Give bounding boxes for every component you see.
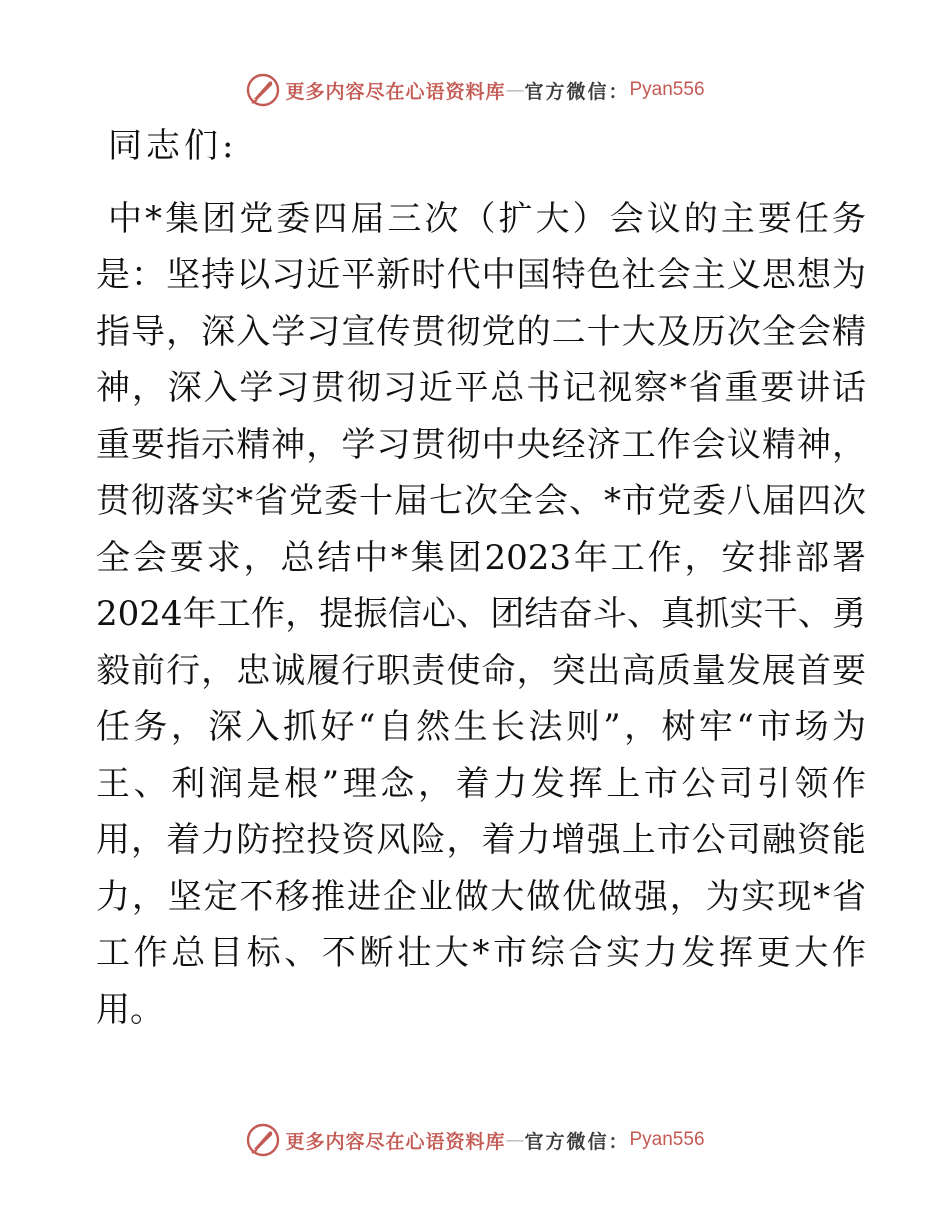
paragraph-line: 用，着力防控投资风险，着力增强上市公司融资能	[96, 820, 866, 860]
paragraph-line: 任务，深入抓好“自然生长法则”，树牢“市场为	[96, 707, 866, 747]
banner-main-text: 更多内容尽在心语资料库	[285, 80, 506, 103]
paragraph-line: 全会要求，总结中*集团2023年工作，安排部署	[96, 537, 866, 578]
header-watermark-banner	[0, 70, 950, 110]
paragraph-line: 工作总目标、不断壮大*市综合实力发挥更大作	[96, 933, 866, 973]
banner-label: 官方微信：	[524, 1130, 630, 1153]
greeting: 同志们:	[108, 126, 238, 166]
paragraph-line: 是：坚持以习近平新时代中国特色社会主义思想为	[96, 255, 866, 295]
footer-watermark-banner	[0, 1120, 950, 1160]
paragraph-line: 王、利润是根”理念，着力发挥上市公司引领作	[96, 763, 866, 804]
quill-logo-icon	[245, 72, 281, 108]
paragraph-line: 指导，深入学习宣传贯彻党的二十大及历次全会精	[96, 311, 866, 352]
paragraph-line: 贯彻落实*省党委十届七次全会、*市党委八届四次	[96, 481, 866, 521]
paragraph-line: 中*集团党委四届三次（扩大）会议的主要任务	[108, 198, 866, 239]
paragraph-line: 重要指示精神，学习贯彻中央经济工作会议精神，	[96, 424, 866, 465]
paragraph-line: 2024年工作，提振信心、团结奋斗、真抓实干、勇	[96, 594, 866, 634]
banner-wechat-id: Pyan556	[629, 79, 705, 100]
banner-separator: —	[505, 1129, 525, 1151]
banner-wechat-id: Pyan556	[629, 1129, 705, 1150]
banner-label: 官方微信：	[524, 80, 630, 103]
paragraph-line: 力，坚定不移推进企业做大做优做强，为实现*省	[96, 876, 866, 917]
quill-logo-icon	[245, 1122, 281, 1158]
paragraph-line: 用。	[96, 989, 164, 1030]
paragraph-line: 毅前行，忠诚履行职责使命，突出高质量发展首要	[96, 650, 866, 691]
banner-separator: —	[505, 79, 525, 101]
document-body	[96, 118, 866, 1038]
banner-main-text: 更多内容尽在心语资料库	[285, 1130, 506, 1153]
paragraph-line: 神，深入学习贯彻习近平总书记视察*省重要讲话	[96, 368, 866, 408]
